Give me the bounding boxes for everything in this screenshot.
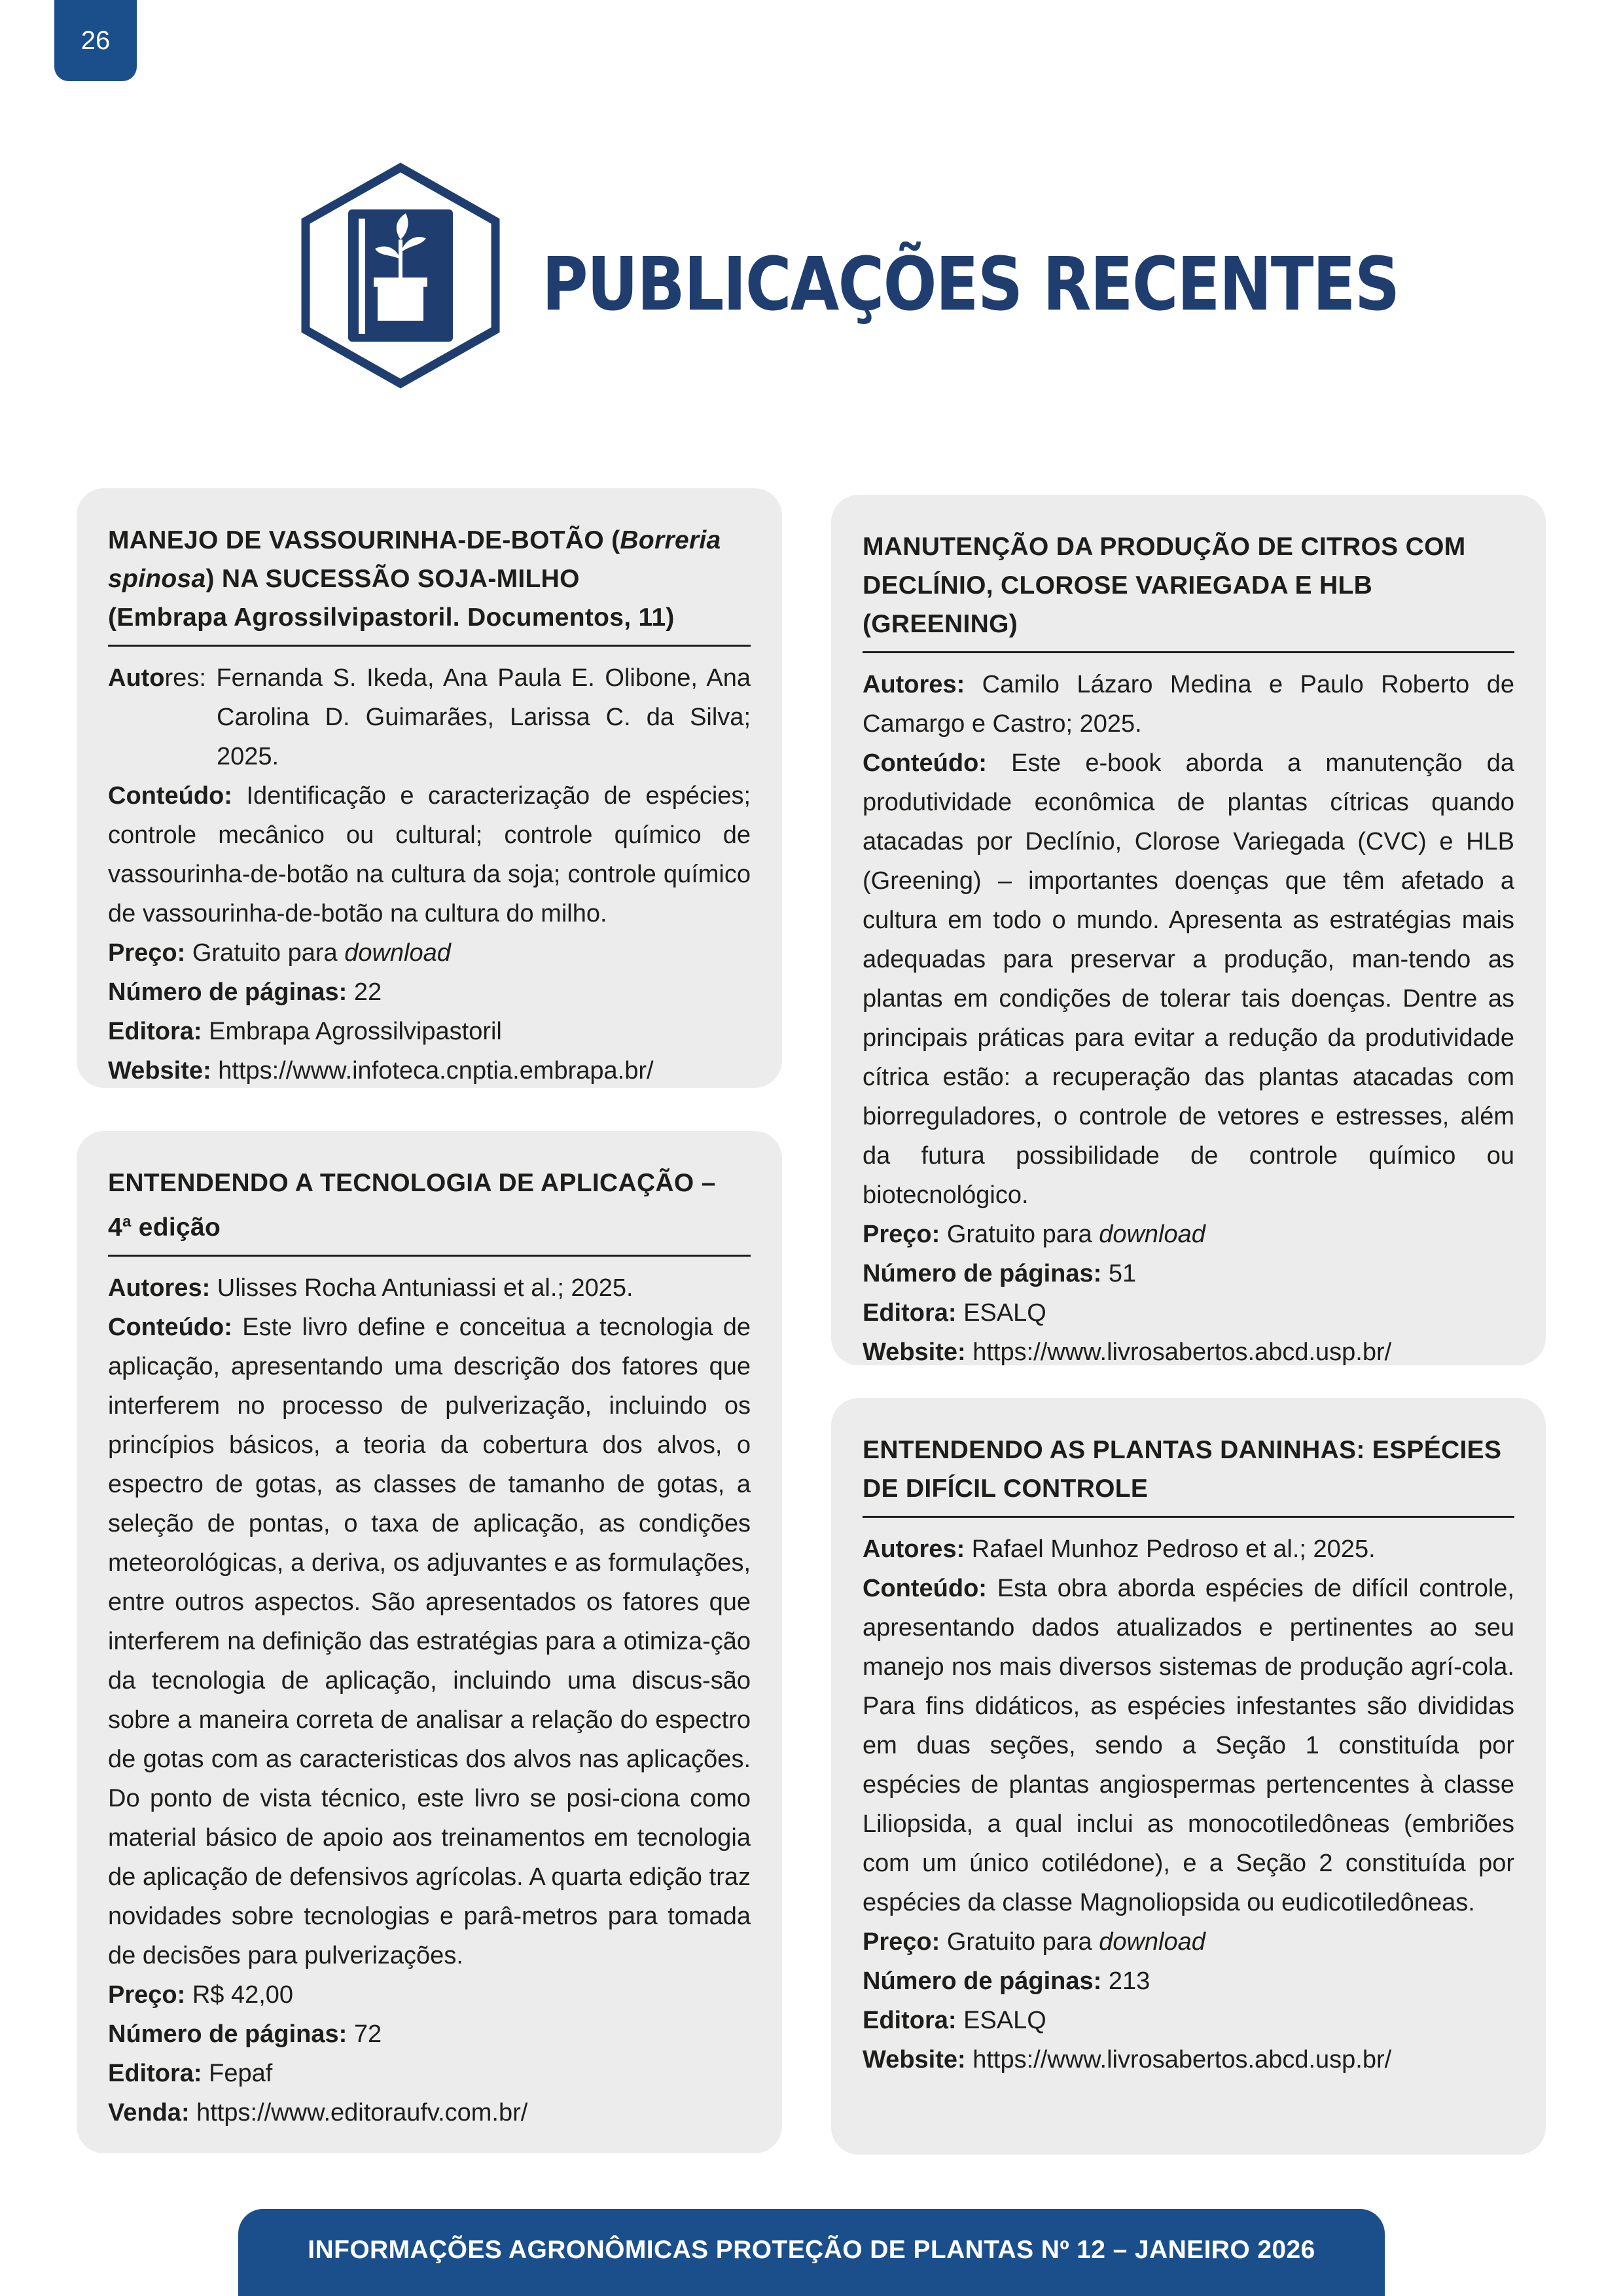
page-number: 26 [54, 0, 137, 81]
publication-card-citros [831, 495, 1546, 1365]
website-field: Website: https://www.livrosabertos.abcd.usp.br/ [863, 2046, 1392, 2073]
content-field: Conteúdo: Este e-book aborda a manutenção da produtividade econômica de plantas cítricas quando atacadas por Declínio, Clorose Variegada (CVC) e HLB (Greening) – importantes doenças que têm afetado a cultura em todo o mundo. Apresenta as estratégias mais adequadas para preservar a produção, man-tendo as plantas em condições de tolerar tais doenças. Dentre as principais práticas para evitar a redução da produtividade cítrica estão: a recuperação das plantas atacadas com biorreguladores, o controle de vetores e estresses, além da futura possibilidade de controle químico ou biotecnológico. [863, 749, 1515, 1209]
price-field: Preço: Gratuito para download [863, 1928, 1205, 1956]
footer-bar: INFORMAÇÕES AGRONÔMICAS PROTEÇÃO DE PLANTAS Nº 12 – JANEIRO 2026 [238, 2209, 1385, 2296]
authors-field: Autores: Fernanda S. Ikeda, Ana Paula E. Olibone, Ana Carolina D. Guimarães, Larissa C. da Silva; 2025. [108, 664, 751, 770]
publication-card-vassourinha [77, 488, 782, 1088]
website-field: Website: https://www.livrosabertos.abcd.usp.br/ [863, 1338, 1392, 1366]
publication-title: ENTENDENDO A TECNOLOGIA DE APLICAÇÃO – 4$^a$ edição [108, 1164, 751, 1257]
publication-title: ENTENDENDO AS PLANTAS DANINHAS: ESPÉCIES DE DIFÍCIL CONTROLE [863, 1431, 1514, 1518]
website-link[interactable]: https://www.livrosabertos.abcd.usp.br/ [972, 1338, 1392, 1366]
sale-field: Venda: https://www.editoraufv.com.br/ [108, 2099, 528, 2126]
website-link[interactable]: https://www.infoteca.cnptia.embrapa.br/ [218, 1057, 654, 1085]
publisher-field: Editora: Fepaf [108, 2060, 273, 2087]
book-plant-hexagon-icon [298, 162, 503, 389]
publication-card-tecnologia [77, 1131, 782, 2153]
content-field: Conteúdo: Este livro define e conceitua a tecnologia de aplicação, apresentando uma descrição dos fatores que interferem no processo de pulverização, incluindo os princípios básicos, a teoria da cobertura dos alvos, o espectro de gotas, as classes de tamanho de gotas, a seleção de pontas, o taxa de aplicação, as condições meteorológicas, a deriva, os adjuvantes e as formulações, entre outros aspectos. São apresentados os fatores que interferem na definição das estratégias para a otimiza-ção da tecnologia de aplicação, incluindo uma discus-são sobre a maneira correta de analisar a relação do espectro de gotas com as caracteristicas dos alvos nas aplicações. Do ponto de vista técnico, este livro se posi-ciona como material básico de apoio aos treinamentos em tecnologia de aplicação de defensivos agrícolas. A quarta edição traz novidades sobre tecnologias e parâ-metros para tomada de decisões para pulverizações. [108, 1314, 751, 1969]
price-field: Preço: Gratuito para download [863, 1221, 1205, 1248]
publisher-field: Editora: ESALQ [863, 2007, 1046, 2034]
pages-field: Número de páginas: 51 [863, 1260, 1137, 1287]
pages-field: Número de páginas: 213 [863, 1967, 1150, 1995]
authors-field: Autores: Rafael Munhoz Pedroso et al.; 2025. [863, 1535, 1376, 1563]
sale-link[interactable]: https://www.editoraufv.com.br/ [196, 2099, 528, 2126]
publisher-field: Editora: Embrapa Agrossilvipastoril [108, 1018, 502, 1045]
website-field: Website: https://www.infoteca.cnptia.embrapa.br/ [108, 1057, 654, 1085]
content-field: Conteúdo: Esta obra aborda espécies de difícil controle, apresentando dados atualizados e pertinentes ao seu manejo nos mais diversos sistemas de produção agrí-cola. Para fins didáticos, as espécies infestantes são divididas em duas seções, sendo a Seção 1 constituída por espécies de plantas angiospermas pertencentes à classe Liliopsida, a qual inclui as monocotiledôneas (embriões com um único cotilédone), e a Seção 2 constituída por espécies da classe Magnoliopsida ou eudicotiledôneas. [863, 1575, 1514, 1916]
website-link[interactable]: https://www.livrosabertos.abcd.usp.br/ [972, 2046, 1392, 2073]
price-field: Preço: Gratuito para download [108, 939, 451, 967]
publication-title: MANUTENÇÃO DA PRODUÇÃO DE CITROS COM DECLÍNIO, CLOROSE VARIEGADA E HLB (GREENING) [863, 528, 1514, 653]
authors-field: Autores: Camilo Lázaro Medina e Paulo Roberto de Camargo e Castro; 2025. [863, 671, 1514, 738]
publisher-field: Editora: ESALQ [863, 1299, 1046, 1327]
publication-card-plantas-daninhas [831, 1398, 1546, 2155]
authors-field: Autores: Ulisses Rocha Antuniassi et al.; 2025. [108, 1274, 633, 1302]
pages-field: Número de páginas: 22 [108, 978, 382, 1006]
section-title: PUBLICAÇÕES RECENTES [542, 242, 1399, 327]
publication-title: MANEJO DE VASSOURINHA-DE-BOTÃO (Borreria spinosa) NA SUCESSÃO SOJA-MILHO (Embrapa Agrossilvipastoril. Documentos, 11) [108, 521, 751, 647]
price-field: Preço: R$ 42,00 [108, 1981, 294, 2009]
content-field: Conteúdo: Identificação e caracterização de espécies; controle mecânico ou cultural; controle químico de vassourinha-de-botão na cultura da soja; controle químico de vassourinha-de-botão na cultura do milho. [108, 782, 751, 927]
pages-field: Número de páginas: 72 [108, 2020, 382, 2048]
